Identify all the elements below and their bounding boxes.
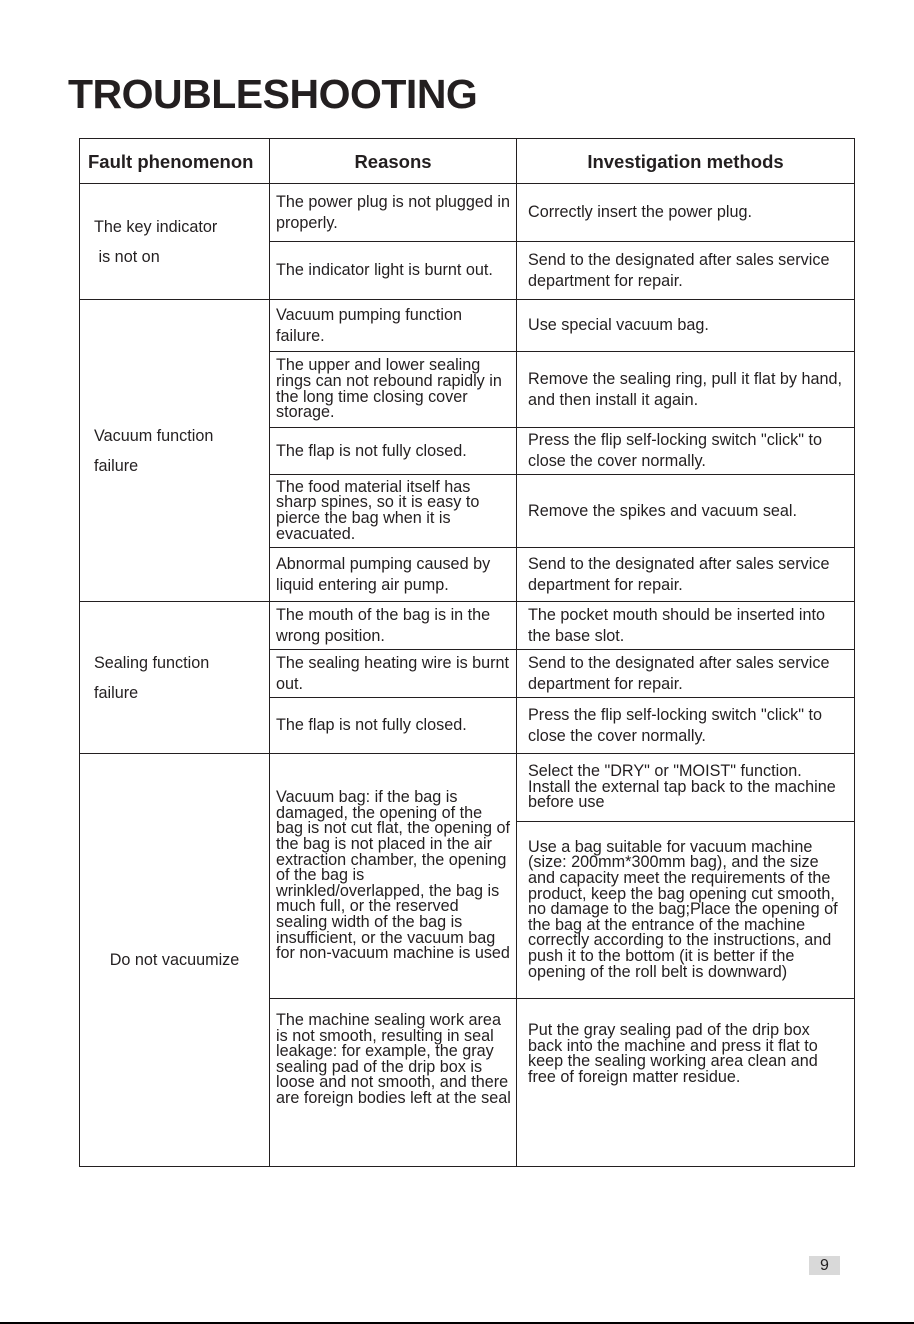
table-row: [80, 300, 855, 352]
method-cell: Use a bag suitable for vacuum machine (size: 200mm*300mm bag), and the size and capacity meet the requirements of the product, keep the bag opening cut smooth, no damage to the bag;Place the opening of the bag at the entrance of the machine correctly according to the instructions, and push it to the bottom (it is better if the opening of the roll belt is downward): [517, 822, 855, 999]
reason-cell: Vacuum bag: if the bag is damaged, the opening of the bag is not cut flat, the opening of the bag is not placed in the air extraction chamber, the opening of the bag is wrinkled/overlapped, the bag is much full, or the reserved sealing width of the bag is insufficient, or the vacuum bag for non-vacuum machine is used: [270, 754, 517, 999]
reason-cell: The upper and lower sealing rings can not rebound rapidly in the long time closing cover storage.: [270, 352, 517, 428]
method-cell: Select the "DRY" or "MOIST" function. Install the external tap back to the machine before use: [517, 754, 855, 822]
fault-vacuum-function: [80, 300, 270, 602]
reason-cell: The power plug is not plugged in properly.: [270, 184, 517, 242]
method-cell: Use special vacuum bag.: [517, 300, 855, 352]
fault-sealing-function: [80, 602, 270, 754]
reason-cell: Vacuum pumping function failure.: [270, 300, 517, 352]
reason-cell: The mouth of the bag is in the wrong position.: [270, 602, 517, 650]
header-fault-phenomenon: Fault phenomenon: [80, 139, 270, 184]
method-cell: Press the flip self-locking switch "click" to close the cover normally.: [517, 428, 855, 475]
method-cell: Remove the sealing ring, pull it flat by hand, and then install it again.: [517, 352, 855, 428]
reason-cell: Abnormal pumping caused by liquid entering air pump.: [270, 548, 517, 602]
table-row: [80, 602, 855, 650]
header-investigation-methods: Investigation methods: [517, 139, 855, 184]
header-reasons: Reasons: [270, 139, 517, 184]
method-cell: Send to the designated after sales service department for repair.: [517, 650, 855, 698]
method-cell: Send to the designated after sales service department for repair.: [517, 548, 855, 602]
method-cell: Correctly insert the power plug.: [517, 184, 855, 242]
table-row: [80, 754, 855, 822]
page-number: 9: [809, 1256, 840, 1275]
method-cell: Put the gray sealing pad of the drip box back into the machine and press it flat to keep the sealing working area clean and free of foreign matter residue.: [517, 999, 855, 1167]
fault-line: The key indicator: [94, 217, 218, 236]
fault-line: Do not vacuumize: [109, 951, 240, 969]
reason-cell: The flap is not fully closed.: [270, 698, 517, 754]
table-header-row: [80, 139, 855, 184]
method-cell: The pocket mouth should be inserted into the base slot.: [517, 602, 855, 650]
fault-key-indicator: [80, 184, 270, 300]
fault-do-not-vacuumize: [80, 754, 270, 1167]
reason-cell: The indicator light is burnt out.: [270, 242, 517, 300]
page-title: TROUBLESHOOTING: [68, 71, 478, 117]
fault-line: Vacuum function: [94, 426, 214, 445]
table-row: [80, 184, 855, 242]
fault-line: Sealing function: [94, 653, 210, 672]
fault-line: failure: [94, 456, 139, 475]
method-cell: Send to the designated after sales service department for repair.: [517, 242, 855, 300]
fault-line: is not on: [94, 247, 160, 266]
method-cell: Remove the spikes and vacuum seal.: [517, 475, 855, 548]
reason-cell: The sealing heating wire is burnt out.: [270, 650, 517, 698]
reason-cell: The machine sealing work area is not smooth, resulting in seal leakage: for example, the gray sealing pad of the drip box is loose and not smooth, and there are foreign bodies left at the seal: [270, 999, 517, 1167]
reason-cell: The food material itself has sharp spines, so it is easy to pierce the bag when it is evacuated.: [270, 475, 517, 548]
troubleshooting-table: [79, 138, 855, 1167]
method-cell: Press the flip self-locking switch "click" to close the cover normally.: [517, 698, 855, 754]
reason-cell: The flap is not fully closed.: [270, 428, 517, 475]
fault-line: failure: [94, 683, 139, 702]
